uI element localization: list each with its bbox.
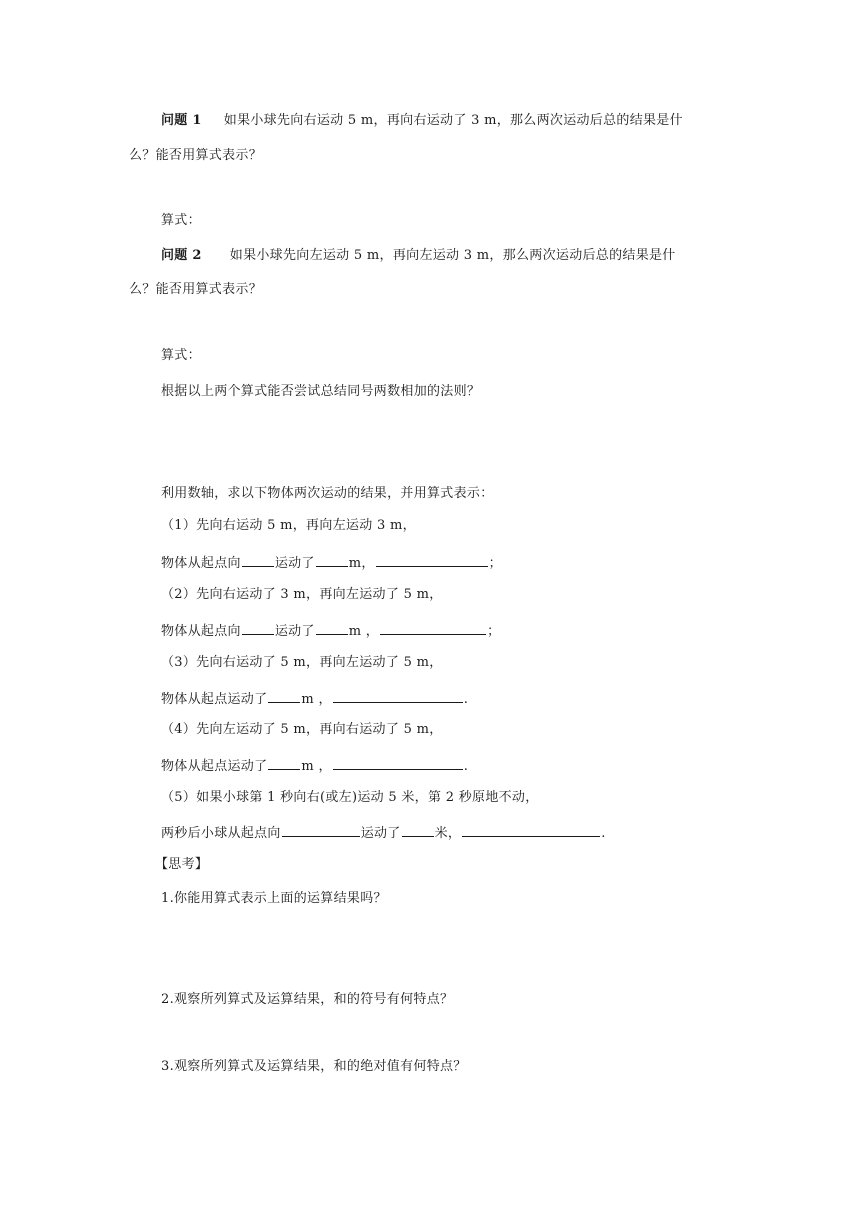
q1-formula-label: 算式： xyxy=(161,213,201,228)
item-2-direction-blank[interactable] xyxy=(242,621,274,635)
item-3-unit: m ， xyxy=(301,692,332,707)
item-3-question: （3）先向右运动了 5 m，再向左运动了 5 m， xyxy=(161,655,443,670)
numberline-intro: 利用数轴，求以下物体两次运动的结果，并用算式表示： xyxy=(161,486,494,501)
item-2-prefix: 物体从起点向 xyxy=(161,624,241,639)
item-5-direction-blank[interactable] xyxy=(282,823,360,837)
item-3-distance-blank[interactable] xyxy=(268,689,300,703)
item-1-answer xyxy=(161,553,502,573)
q1-line-1 xyxy=(161,112,683,130)
item-4-prefix: 物体从起点运动了 xyxy=(161,759,268,774)
item-4-answer xyxy=(161,756,468,776)
item-5-mid: 运动了 xyxy=(360,826,401,841)
item-2-question: （2）先向右运动了 3 m，再向左运动了 5 m， xyxy=(161,587,443,602)
q2-line-1 xyxy=(161,247,676,265)
item-3-answer xyxy=(161,689,468,709)
q2-formula-label: 算式： xyxy=(161,348,201,363)
item-1-end: ； xyxy=(488,556,502,571)
item-2-mid: 运动了 xyxy=(274,624,315,639)
item-4-formula-blank[interactable] xyxy=(333,756,463,770)
think-heading: 【思考】 xyxy=(155,857,209,872)
item-5-formula-blank[interactable] xyxy=(462,823,600,837)
item-2-answer xyxy=(161,621,500,641)
item-2-end: ； xyxy=(487,624,501,639)
item-3-prefix: 物体从起点运动了 xyxy=(161,692,268,707)
item-2-unit: m ， xyxy=(348,624,380,639)
item-2-formula-blank[interactable] xyxy=(380,621,486,635)
item-1-mid: 运动了 xyxy=(274,556,315,571)
rule-question: 根据以上两个算式能否尝试总结同号两数相加的法则？ xyxy=(161,384,481,399)
item-1-question: （1）先向右运动 5 m，再向左运动 3 m， xyxy=(161,518,416,533)
q2-label: 问题 2 xyxy=(161,248,202,263)
item-5-prefix: 两秒后小球从起点向 xyxy=(161,826,281,841)
item-2-distance-blank[interactable] xyxy=(316,621,348,635)
item-4-end: . xyxy=(463,759,469,774)
item-5-distance-blank[interactable] xyxy=(402,823,434,837)
item-3-formula-blank[interactable] xyxy=(333,689,463,703)
item-1-unit: m， xyxy=(348,556,375,571)
item-1-prefix: 物体从起点向 xyxy=(161,556,241,571)
item-4-distance-blank[interactable] xyxy=(268,756,300,770)
item-4-question: （4）先向左运动了 5 m，再向右运动了 5 m， xyxy=(161,722,443,737)
think-question-3: 3.观察所列算式及运算结果，和的绝对值有何特点？ xyxy=(161,1059,467,1074)
q1-label: 问题 1 xyxy=(161,113,202,128)
item-1-formula-blank[interactable] xyxy=(376,553,488,567)
item-1-distance-blank[interactable] xyxy=(316,553,348,567)
think-question-1: 1.你能用算式表示上面的运算结果吗？ xyxy=(161,891,387,906)
item-3-end: . xyxy=(463,692,469,707)
q1-text-1: 如果小球先向右运动 5 m，再向右运动了 3 m，那么两次运动后总的结果是什 xyxy=(223,113,683,128)
q2-text-2: 么？能否用算式表示？ xyxy=(129,282,263,297)
item-5-question: （5）如果小球第 1 秒向右(或左)运动 5 米，第 2 秒原地不动， xyxy=(161,790,539,805)
q1-text-2: 么？能否用算式表示？ xyxy=(129,148,263,163)
item-5-answer xyxy=(161,823,606,843)
think-question-2: 2.观察所列算式及运算结果，和的符号有何特点？ xyxy=(161,992,454,1007)
q2-text-1: 如果小球先向左运动 5 m，再向左运动 3 m，那么两次运动后总的结果是什 xyxy=(229,248,676,263)
item-1-direction-blank[interactable] xyxy=(242,553,274,567)
item-5-end: . xyxy=(601,826,606,841)
item-4-unit: m ， xyxy=(301,759,332,774)
item-5-unit: 米， xyxy=(434,826,462,841)
